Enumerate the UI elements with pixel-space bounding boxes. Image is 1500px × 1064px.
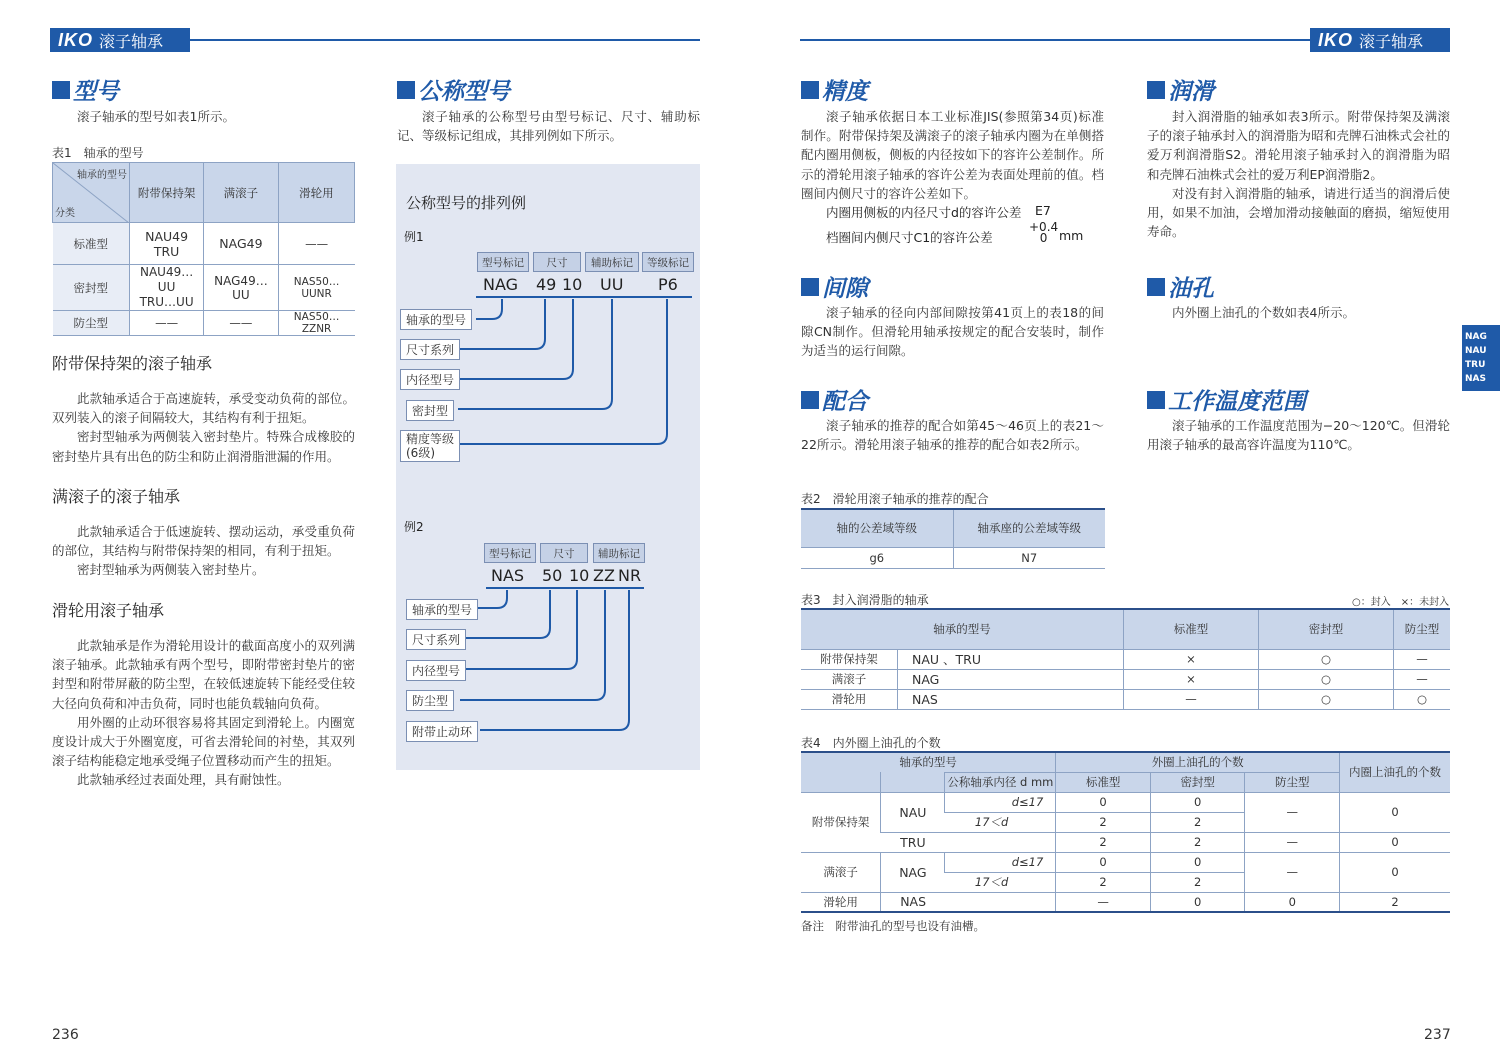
table3-cell: — bbox=[1394, 649, 1451, 669]
nominal-diagram bbox=[396, 164, 700, 770]
oil-text: 内外圈上油孔的个数如表4所示。 bbox=[1172, 305, 1355, 320]
table4-cell: 2 bbox=[1150, 832, 1245, 852]
ex2-code: 10 bbox=[569, 566, 590, 585]
table2 bbox=[801, 508, 1105, 569]
ex2-code: ZZ bbox=[593, 566, 615, 585]
ex2-item: 内径型号 bbox=[406, 660, 466, 681]
table3-cell: 满滚子 bbox=[801, 669, 898, 689]
ex2-item: 尺寸系列 bbox=[406, 629, 466, 650]
ex2-item: 轴承的型号 bbox=[406, 599, 478, 620]
ex2-code: NR bbox=[618, 566, 642, 585]
ex1-code: P6 bbox=[658, 275, 678, 294]
table3-cell: NAU 、TRU bbox=[898, 649, 1124, 669]
header-rule-left bbox=[190, 39, 700, 41]
ex2-code: 50 bbox=[542, 566, 563, 585]
accuracy-line1: 内圈用侧板的内径尺寸d的容许公差 E7 bbox=[826, 203, 1051, 220]
table1-row-head: 密封型 bbox=[53, 265, 130, 311]
table4-model: TRU bbox=[881, 832, 945, 852]
diagram-title: 公称型号的排列例 bbox=[406, 194, 527, 212]
table4-head: 密封型 bbox=[1150, 772, 1245, 792]
table1-cell: NAG49…UU bbox=[204, 265, 278, 311]
accuracy-line2: 档圈间内侧尺寸C1的容许公差 +0.4 0 mm bbox=[826, 220, 1084, 245]
ex1-item: 密封型 bbox=[406, 400, 454, 421]
ex2-item: 防尘型 bbox=[406, 690, 454, 711]
ex1-tag: 辅助标记 bbox=[585, 252, 639, 272]
table4 bbox=[801, 751, 1450, 913]
pulley-title: 滑轮用滚子轴承 bbox=[52, 601, 165, 620]
ex1-label: 例1 bbox=[404, 230, 424, 244]
section-title-oil: 油孔 bbox=[1147, 270, 1214, 303]
table4-cell: — bbox=[1056, 892, 1151, 912]
table4-cell: 2 bbox=[1150, 872, 1245, 892]
clearance-text: 滚子轴承的径向内部间隙按第41页上的表18的间隙CN制作。但滑轮用轴承按规定的配合安装时，制作为适当的运行间隙。 bbox=[801, 305, 1104, 359]
table1-col: 滑轮用 bbox=[278, 163, 354, 223]
ex2-tag: 尺寸 bbox=[540, 543, 588, 563]
table4-head bbox=[801, 772, 881, 792]
page-number-left: 236 bbox=[52, 1027, 79, 1043]
table4-head: 内圈上油孔的个数 bbox=[1340, 752, 1450, 792]
temp-text: 滚子轴承的工作温度范围为−20～120℃。但滑轮用滚子轴承的最高容许温度为110℃。 bbox=[1147, 418, 1450, 453]
table4-head: 轴承的型号 bbox=[801, 752, 1056, 772]
page-number-right: 237 bbox=[1424, 1027, 1451, 1043]
table4-model: NAS bbox=[881, 892, 945, 912]
ex1-item: 精度等级 (6级) bbox=[400, 430, 460, 462]
section-title-model: 型号 bbox=[52, 73, 119, 106]
table4-cell: 0 bbox=[1150, 852, 1245, 872]
category-label: 滚子轴承 bbox=[99, 31, 164, 51]
table4-dia bbox=[945, 832, 1056, 852]
table4-cell: 0 bbox=[1056, 852, 1151, 872]
table3-cell: ○ bbox=[1394, 689, 1451, 709]
table4-head bbox=[881, 772, 945, 792]
brand-name: IKO bbox=[58, 29, 94, 50]
table1-cell: NAS50…ZZNR bbox=[278, 311, 354, 336]
full-text: 此款轴承适合于低速旋转、摆动运动，承受重负荷的部位，其结构与附带保持架的相同，有利于扭矩。 密封型轴承为两侧装入密封垫片。 bbox=[52, 524, 355, 578]
table1-corner: 轴承的型号 分类 bbox=[53, 163, 130, 223]
table4-cell: 0 bbox=[1150, 892, 1245, 912]
table1-cell: —— bbox=[278, 223, 354, 265]
table4-dia: d≤17 bbox=[945, 792, 1056, 812]
table3-cell: NAG bbox=[898, 669, 1124, 689]
table3-legend: ○：封入 ×：未封入 bbox=[1352, 597, 1450, 608]
table3-cell: ○ bbox=[1259, 689, 1394, 709]
table3 bbox=[801, 608, 1450, 710]
table2-cell: g6 bbox=[801, 547, 953, 568]
brand-logo-right bbox=[1310, 28, 1450, 52]
table3-caption: 表3 封入润滑脂的轴承 bbox=[801, 593, 929, 607]
table4-cell: 2 bbox=[1150, 812, 1245, 832]
table1-cell: NAU49…UU TRU…UU bbox=[130, 265, 204, 311]
full-title: 满滚子的滚子轴承 bbox=[52, 487, 181, 506]
table4-cell: — bbox=[1245, 832, 1340, 852]
table1-row-head: 防尘型 bbox=[53, 311, 130, 336]
ex1-code: 10 bbox=[562, 275, 583, 294]
table4-cell: 2 bbox=[1340, 892, 1450, 912]
ex2-code: NAS bbox=[491, 566, 525, 585]
model-intro: 滚子轴承的型号如表1所示。 bbox=[77, 109, 235, 124]
table3-col: 防尘型 bbox=[1394, 609, 1451, 649]
table1 bbox=[52, 162, 355, 336]
table4-dia: d≤17 bbox=[945, 852, 1056, 872]
table3-cell: ○ bbox=[1259, 669, 1394, 689]
table4-cell: 0 bbox=[1245, 892, 1340, 912]
section-title-clearance: 间隙 bbox=[801, 270, 868, 303]
side-index-tab: NAG NAU TRU NAS bbox=[1462, 325, 1500, 391]
table3-col: 密封型 bbox=[1259, 609, 1394, 649]
table3-cell: 附带保持架 bbox=[801, 649, 898, 669]
table4-head: 外圈上油孔的个数 bbox=[1056, 752, 1340, 772]
nominal-intro: 滚子轴承的公称型号由型号标记、尺寸、辅助标记、等级标记组成，其排列例如下所示。 bbox=[397, 109, 700, 144]
brand-name: IKO bbox=[1318, 29, 1354, 50]
table4-caption: 表4 内外圈上油孔的个数 bbox=[801, 736, 941, 750]
section-title-lube: 润滑 bbox=[1147, 73, 1214, 106]
table4-cell: 0 bbox=[1150, 792, 1245, 812]
table1-col: 满滚子 bbox=[204, 163, 278, 223]
table4-head: 标准型 bbox=[1056, 772, 1151, 792]
ex1-tag: 尺寸 bbox=[533, 252, 581, 272]
section-title-accuracy: 精度 bbox=[801, 73, 868, 106]
table4-group: 满滚子 bbox=[801, 852, 881, 892]
accuracy-text: 滚子轴承依据日本工业标准JIS(参照第34页)标准制作。附带保持架及满滚子的滚子轴承内圈为在单侧搭配内圈用侧板，侧板的内径按如下的容许公差制作。所示的滑轮用滚子轴承的容许公差为表面处理前的值。档圈间内侧尺寸的容许公差如下。 bbox=[801, 109, 1104, 201]
ex2-tag: 辅助标记 bbox=[593, 543, 645, 563]
table4-cell: — bbox=[1245, 852, 1340, 892]
lube-text: 封入润滑脂的轴承如表3所示。附带保持架及满滚子的滚子轴承封入的润滑脂为昭和壳牌石油株式会社的爱万利润滑脂S2。滑轮用滚子轴承封入的润滑脂为昭和壳牌石油株式会社的爱万利EP润滑脂2。 对没有封入润滑脂的轴承，请进行适当的润滑后使用，如果不加油，会增加滑动接触面的磨损，缩短使用寿命。 bbox=[1147, 109, 1450, 240]
table1-row-head: 标准型 bbox=[53, 223, 130, 265]
table2-col: 轴承座的公差域等级 bbox=[953, 509, 1105, 547]
table1-cell: NAG49 bbox=[204, 223, 278, 265]
ex2-item: 附带止动环 bbox=[406, 721, 478, 742]
table4-cell: 0 bbox=[1340, 832, 1450, 852]
cage-title: 附带保持架的滚子轴承 bbox=[52, 354, 213, 373]
table4-cell: 0 bbox=[1056, 792, 1151, 812]
table4-cell: 2 bbox=[1056, 812, 1151, 832]
table4-cell: 0 bbox=[1340, 792, 1450, 832]
pulley-text: 此款轴承是作为滑轮用设计的截面高度小的双列满滚子轴承。此款轴承有两个型号，即附带密封垫片的密封型和附带屏蔽的防尘型，在较低速旋转下能经受住较大径向负荷和冲击负荷，同时也能负载轴向负荷。 用外圈的止动环很容易将其固定到滑轮上。内圈宽度设计成大于外圈宽度，可省去滑轮间的衬垫，其双列滚子结构能稳定地承受绳子位置移动而产生的扭矩。 此款轴承经过表面处理，具有耐蚀性。 bbox=[52, 638, 355, 788]
table3-col: 轴承的型号 bbox=[801, 609, 1124, 649]
ex2-label: 例2 bbox=[404, 520, 424, 534]
table4-head: 防尘型 bbox=[1245, 772, 1340, 792]
table4-cell: — bbox=[1245, 792, 1340, 832]
table3-cell: ○ bbox=[1259, 649, 1394, 669]
ex1-code: NAG bbox=[483, 275, 519, 294]
ex1-item: 轴承的型号 bbox=[400, 309, 472, 330]
ex1-code: UU bbox=[600, 275, 624, 294]
table1-col: 附带保持架 bbox=[130, 163, 204, 223]
table2-cell: N7 bbox=[953, 547, 1105, 568]
ex2-tag: 型号标记 bbox=[484, 543, 536, 563]
category-label: 滚子轴承 bbox=[1359, 31, 1424, 51]
table3-cell: — bbox=[1124, 689, 1259, 709]
section-title-fit: 配合 bbox=[801, 383, 868, 416]
ex1-item: 尺寸系列 bbox=[400, 339, 460, 360]
table1-cell: —— bbox=[204, 311, 278, 336]
section-title-temp: 工作温度范围 bbox=[1147, 383, 1306, 416]
table4-dia: 17＜d bbox=[945, 812, 1056, 832]
table4-dia bbox=[945, 892, 1056, 912]
fit-text: 滚子轴承的推荐的配合如第45～46页上的表21～22所示。滑轮用滚子轴承的推荐的配合如表2所示。 bbox=[801, 418, 1104, 453]
table4-dia: 17＜d bbox=[945, 872, 1056, 892]
table3-cell: × bbox=[1124, 669, 1259, 689]
table1-cell: —— bbox=[130, 311, 204, 336]
table4-model: NAG bbox=[881, 852, 945, 892]
table1-cell: NAS50…UUNR bbox=[278, 265, 354, 311]
table4-group: 附带保持架 bbox=[801, 792, 881, 852]
table3-cell: 滑轮用 bbox=[801, 689, 898, 709]
table4-note: 备注 附带油孔的型号也设有油槽。 bbox=[801, 919, 985, 933]
table3-cell: × bbox=[1124, 649, 1259, 669]
section-title-nominal: 公称型号 bbox=[397, 73, 510, 106]
brand-logo-left bbox=[50, 28, 190, 52]
table3-col: 标准型 bbox=[1124, 609, 1259, 649]
table4-group: 滑轮用 bbox=[801, 892, 881, 912]
ex1-tag: 型号标记 bbox=[477, 252, 529, 272]
table1-caption: 表1 轴承的型号 bbox=[52, 146, 144, 160]
table3-cell: — bbox=[1394, 669, 1451, 689]
table2-caption: 表2 滑轮用滚子轴承的推荐的配合 bbox=[801, 492, 989, 506]
table1-cell: NAU49 TRU bbox=[130, 223, 204, 265]
table3-cell: NAS bbox=[898, 689, 1124, 709]
table4-model: NAU bbox=[881, 792, 945, 832]
ex1-code: 49 bbox=[536, 275, 557, 294]
table4-cell: 2 bbox=[1056, 872, 1151, 892]
ex1-item: 内径型号 bbox=[400, 369, 460, 390]
table2-col: 轴的公差域等级 bbox=[801, 509, 953, 547]
table4-cell: 0 bbox=[1340, 852, 1450, 892]
header-rule-right bbox=[800, 39, 1312, 41]
table4-cell: 2 bbox=[1056, 832, 1151, 852]
table4-head: 公称轴承内径 d mm bbox=[945, 772, 1056, 792]
ex1-tag: 等级标记 bbox=[642, 252, 694, 272]
cage-text: 此款轴承适合于高速旋转，承受变动负荷的部位。双列装入的滚子间隔较大，其结构有利于扭矩。 密封型轴承为两侧装入密封垫片。特殊合成橡胶的密封垫片具有出色的防尘和防止润滑脂泄漏的作用。 bbox=[52, 391, 355, 464]
